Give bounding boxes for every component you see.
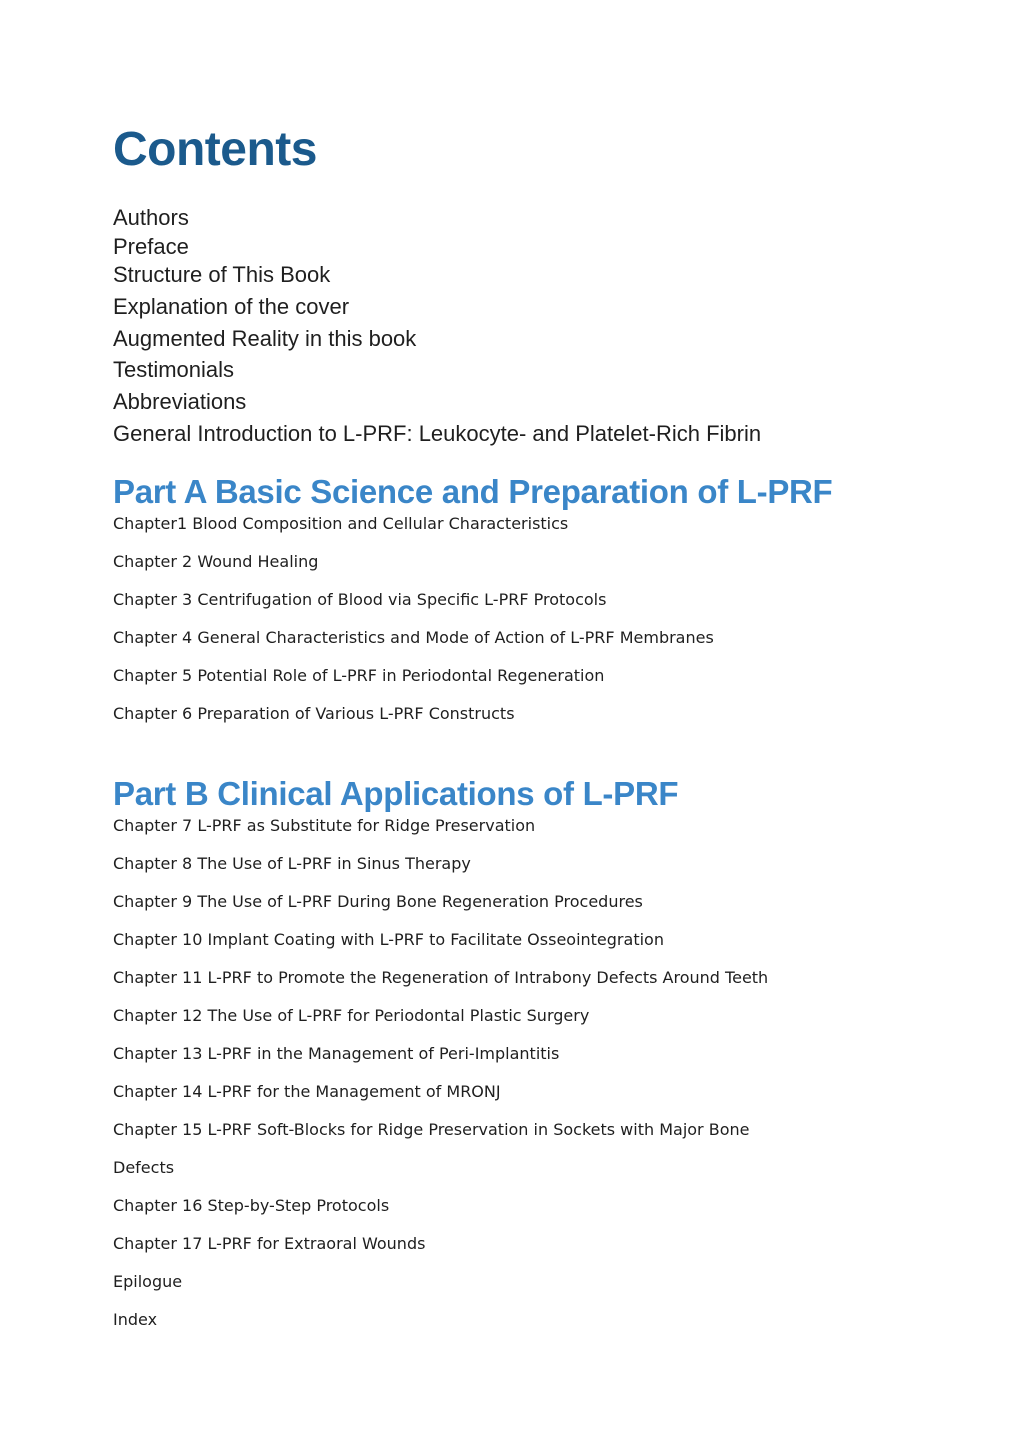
- chapter-entry: Chapter 9 The Use of L-PRF During Bone Regeneration Procedures: [113, 892, 643, 911]
- chapter-entry: Chapter 11 L-PRF to Promote the Regeneration of Intrabony Defects Around Teeth: [113, 968, 769, 987]
- chapter-entry: Chapter 16 Step-by-Step Protocols: [113, 1196, 390, 1215]
- part-b-chapter-list: [113, 814, 768, 1346]
- chapter-entry-continuation: Defects: [113, 1158, 175, 1177]
- front-matter-item: Abbreviations: [113, 389, 247, 414]
- chapter-entry: Chapter1 Blood Composition and Cellular Characteristics: [113, 514, 569, 533]
- chapter-entry: Chapter 3 Centrifugation of Blood via Specific L-PRF Protocols: [113, 590, 607, 609]
- front-matter-item: Structure of This Book: [113, 262, 331, 287]
- epilogue-entry: Epilogue: [113, 1272, 183, 1291]
- part-a-chapter-list: [113, 512, 714, 740]
- front-matter-item: Explanation of the cover: [113, 294, 350, 319]
- chapter-entry: Chapter 14 L-PRF for the Management of MRONJ: [113, 1082, 501, 1101]
- front-matter-item: Testimonials: [113, 357, 235, 382]
- front-matter-item: Augmented Reality in this book: [113, 326, 417, 351]
- chapter-entry: Chapter 6 Preparation of Various L-PRF Constructs: [113, 704, 515, 723]
- part-b-heading: Part B Clinical Applications of L-PRF: [113, 775, 679, 812]
- chapter-entry: Chapter 8 The Use of L-PRF in Sinus Therapy: [113, 854, 471, 873]
- chapter-entry: Chapter 2 Wound Healing: [113, 552, 319, 571]
- index-entry: Index: [113, 1310, 158, 1329]
- chapter-entry: Chapter 15 L-PRF Soft-Blocks for Ridge Preservation in Sockets with Major Bone: [113, 1120, 750, 1139]
- chapter-entry: Chapter 17 L-PRF for Extraoral Wounds: [113, 1234, 426, 1253]
- chapter-entry: Chapter 12 The Use of L-PRF for Periodontal Plastic Surgery: [113, 1006, 590, 1025]
- chapter-entry: Chapter 4 General Characteristics and Mode of Action of L-PRF Membranes: [113, 628, 714, 647]
- chapter-entry: Chapter 10 Implant Coating with L-PRF to Facilitate Osseointegration: [113, 930, 664, 949]
- chapter-entry: Chapter 5 Potential Role of L-PRF in Periodontal Regeneration: [113, 666, 605, 685]
- front-matter-item: General Introduction to L-PRF: Leukocyte- and Platelet-Rich Fibrin: [113, 421, 762, 446]
- front-matter-item: Authors: [113, 205, 189, 230]
- chapter-entry: Chapter 13 L-PRF in the Management of Peri-Implantitis: [113, 1044, 560, 1063]
- page-title: Contents: [113, 123, 317, 176]
- front-matter-item: Preface: [113, 234, 189, 259]
- part-a-heading: Part A Basic Science and Preparation of L-PRF: [113, 473, 833, 510]
- chapter-entry: Chapter 7 L-PRF as Substitute for Ridge Preservation: [113, 816, 536, 835]
